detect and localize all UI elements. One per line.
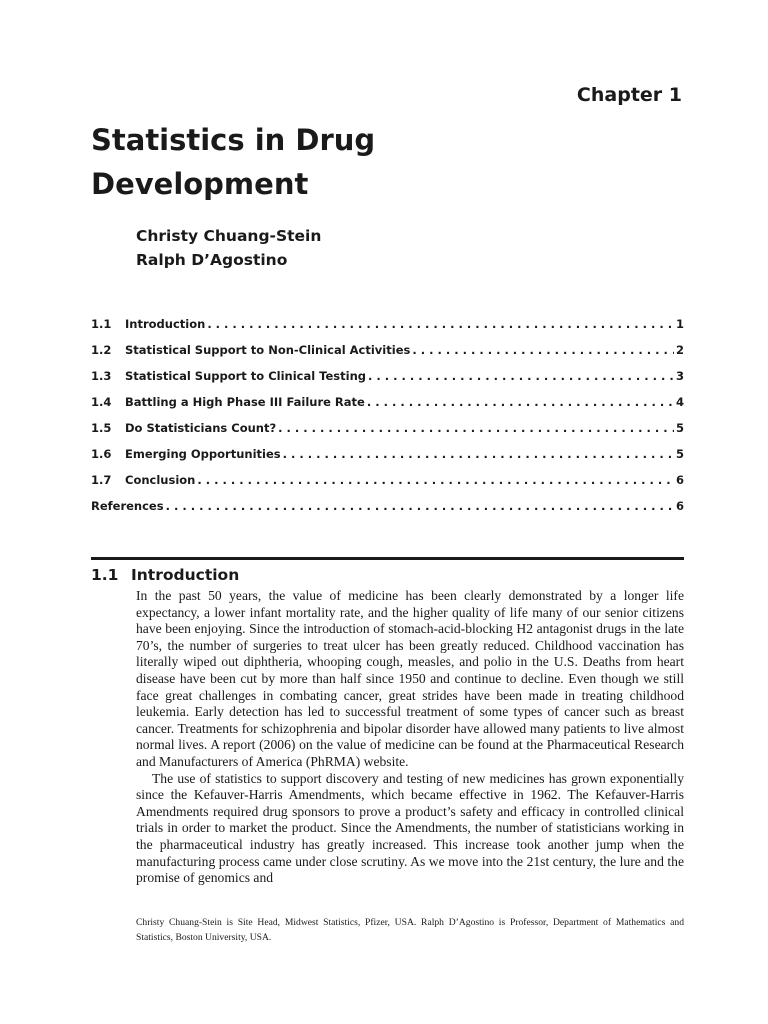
section-heading bbox=[91, 566, 239, 584]
toc-title: Battling a High Phase III Failure Rate bbox=[125, 395, 365, 409]
toc-leader-dots bbox=[283, 447, 674, 461]
toc-entry-introduction[interactable] bbox=[91, 317, 684, 343]
toc-leader-dots bbox=[278, 421, 674, 435]
toc-page-number: 5 bbox=[675, 421, 684, 435]
author-list bbox=[136, 224, 321, 272]
author-name: Christy Chuang-Stein bbox=[136, 227, 322, 245]
toc-page-number: 2 bbox=[675, 343, 684, 357]
chapter-title-line-1: Statistics in Drug bbox=[91, 123, 376, 157]
toc-page-number: 6 bbox=[675, 499, 684, 513]
toc-entry-non-clinical[interactable] bbox=[91, 343, 684, 369]
toc-entry-clinical-testing[interactable] bbox=[91, 369, 684, 395]
footnote: Christy Chuang-Stein is Site Head, Midwest Statistics, Pfizer, USA. Ralph D’Agostino is Professor, Department of Mathematics and Statistics, Boston University, USA. bbox=[136, 917, 684, 943]
toc-entry-emerging-opportunities[interactable] bbox=[91, 447, 684, 473]
toc-number: 1.3 bbox=[91, 369, 112, 383]
toc-number: 1.5 bbox=[91, 421, 112, 435]
toc-page-number: 3 bbox=[675, 369, 684, 383]
toc-page-number: 5 bbox=[675, 447, 684, 461]
toc-page-number: 6 bbox=[675, 473, 684, 487]
toc-title: Statistical Support to Clinical Testing bbox=[125, 369, 366, 383]
toc-page-number: 4 bbox=[675, 395, 684, 409]
section-divider bbox=[91, 557, 684, 560]
toc-number: 1.4 bbox=[91, 395, 112, 409]
chapter-title-line-2: Development bbox=[91, 167, 309, 201]
toc-title: Conclusion bbox=[125, 473, 196, 487]
toc-entry-references[interactable] bbox=[91, 499, 684, 525]
toc-entry-statisticians-count[interactable] bbox=[91, 421, 684, 447]
toc-number: 1.1 bbox=[91, 317, 112, 331]
toc-leader-dots bbox=[367, 395, 674, 409]
chapter-label: Chapter 1 bbox=[576, 84, 682, 106]
chapter-title bbox=[91, 118, 375, 206]
toc-title: Do Statisticians Count? bbox=[125, 421, 277, 435]
toc-entry-phase-iii[interactable] bbox=[91, 395, 684, 421]
toc-leader-dots bbox=[166, 499, 674, 513]
toc-title: Introduction bbox=[125, 317, 206, 331]
toc-page-number: 1 bbox=[675, 317, 684, 331]
toc-leader-dots bbox=[197, 473, 674, 487]
section-body bbox=[136, 588, 684, 887]
toc-leader-dots bbox=[412, 343, 674, 357]
author-name: Ralph D’Agostino bbox=[136, 251, 288, 269]
body-paragraph: In the past 50 years, the value of medicine has been clearly demonstrated by a longer life expectancy, a lower infant mortality rate, and the higher quality of life many of our senior citizens have been enjoying. Since the introduction of stomach-acid-blocking H2 antagonist drugs in the late 70’s, the number of surgeries to treat ulcer has been greatly reduced. Childhood vaccination has literally wiped out diphtheria, whooping cough, measles, and polio in the U.S. Deaths from heart disease have been cut by more than half since 1950 and continue to decline. Even though we still face great challenges in combating cancer, great strides have been made in treating childhood leukemia. Early detection has led to successful treatment of some types of cancer such as breast cancer. Treatments for schizophrenia and bipolar disorder have allowed many patients to live almost normal lives. A report (2006) on the value of medicine can be found at the Pharmaceutical Research and Manufacturers of America (PhRMA) website. bbox=[136, 588, 684, 769]
toc-title: Statistical Support to Non-Clinical Activities bbox=[125, 343, 411, 357]
body-paragraph: The use of statistics to support discovery and testing of new medicines has grown exponentially since the Kefauver-Harris Amendments, which became effective in 1962. The Kefauver-Harris Amendments required drug sponsors to prove a product’s safety and efficacy in controlled clinical trials in order to market the product. Since the Amendments, the number of statisticians working in the pharmaceutical industry has greatly increased. This increase took another jump when the manufacturing process came under close scrutiny. As we move into the 21st century, the lure and the promise of genomics and bbox=[136, 770, 684, 886]
toc-title: References bbox=[91, 499, 164, 513]
toc-title: Emerging Opportunities bbox=[125, 447, 281, 461]
toc-leader-dots bbox=[207, 317, 674, 331]
section-number: 1.1 bbox=[91, 566, 119, 584]
toc-number: 1.2 bbox=[91, 343, 112, 357]
toc-leader-dots bbox=[368, 369, 674, 383]
toc-number: 1.7 bbox=[91, 473, 112, 487]
table-of-contents bbox=[91, 317, 684, 525]
section-title: Introduction bbox=[131, 566, 240, 584]
toc-entry-conclusion[interactable] bbox=[91, 473, 684, 499]
toc-number: 1.6 bbox=[91, 447, 112, 461]
